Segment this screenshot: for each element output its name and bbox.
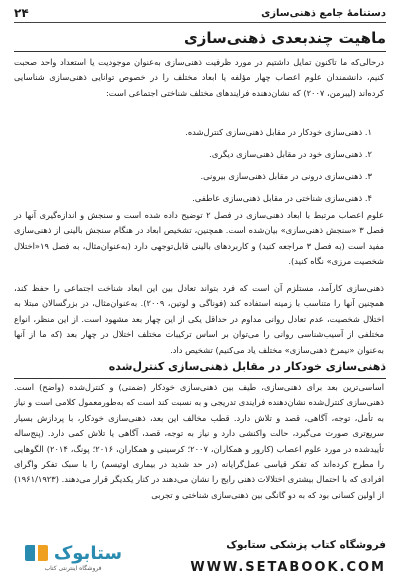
- list-item: ۲. ذهنی‌سازی خود در مقابل ذهنی‌سازی دیگری.: [209, 149, 372, 159]
- paragraph-automatic-controlled: اساسی‌ترین بعد برای ذهنی‌سازی، طیف بین ذهنی‌سازی خودکار (ضمنی) و کنترل‌شده (واضح) است. ذهنی‌سازی کنترل‌شده نشان‌دهنده فرایندی تدریجی و به نسبت کند است که به‌طورمعمول کلامی است و نیاز به تأمل، توجه، آگاهی، قصد و تلاش دارد. قطب مخالف این بعد، ذهنی‌سازی خودکار، با پردازش بسیار سریع‌تری صورت می‌گیرد، حالت واکنشی دارد و نیاز به توجه، قصد، آگاهی یا تلاش کمی دارد. (پنج‌ساله تأیید‌شده در مورد علوم اعصاب (کارور و همکاران، ۲۰۰۷؛ کرسینی و همکاران، ۲۰۱۶؛ پونگ، ۲۰۱۴) الگوهایی را مطرح کرده‌اند که تفکر قیاسی عمل‌گرایانه (در حد شدید در بیماری اوتیسم) را با سبک تفکر واگرای افرادی که با احتمال بیشتری اختلالات ذهنی رایج را نشان می‌دهند در کنار یکدیگر قرار می‌دهند. (۱۹۶۱/۱۹۲۳) از اولین کسانی بود که به دو گانگی بین ذهنی‌سازی شناختی و تجربی: [14, 382, 384, 500]
- logo-wordmark: ستابوک: [53, 542, 123, 564]
- list-item: ۱. ذهنی‌سازی خودکار در مقابل ذهنی‌سازی کنترل‌شده.: [185, 127, 372, 137]
- footer-banner: [0, 527, 400, 587]
- page-number: ۲۴: [14, 6, 29, 20]
- page-fade: [0, 515, 400, 527]
- paragraph-intro: درحالی‌که ما تاکنون تمایل داشتیم در مورد ظرفیت ذهنی‌سازی به‌عنوان موجودیت یا استعداد واحد صحبت کنیم، دانشمندان علوم اعصاب چهار مؤلفه یا ابعاد مختلف را در خصوص توانایی ذهنی‌سازی شناسایی کرده‌اند (لیبرمن، ۲۰۰۷) که نشان‌دهنده فرایندهای مختلف شناختی اجتماعی است:: [14, 57, 384, 98]
- logo-tagline: فروشگاه اینترنتی کتاب: [44, 565, 102, 572]
- book-logo-icon: [24, 542, 50, 564]
- setabook-logo: [14, 537, 132, 577]
- section-title: ماهیت چندبعدی ذهنی‌سازی: [14, 27, 386, 52]
- dimension-list: [40, 121, 372, 209]
- book-title: دستنامهٔ جامع ذهنی‌سازی: [261, 7, 386, 19]
- list-item: ۴. ذهنی‌سازی شناختی در مقابل ذهنی‌سازی عاطفی.: [192, 193, 372, 203]
- running-header: [14, 4, 386, 23]
- store-url[interactable]: WWW.SETABOOK.COM: [190, 560, 386, 575]
- store-name: فروشگاه کتاب پزشکی ستابوک: [226, 539, 386, 551]
- paragraph-neuroscience: علوم اعصاب مرتبط با ابعاد ذهنی‌سازی در فصل ۲ توضیح داده شده است و سنجش و اندازه‌گیری آنها در فصل ۳ «سنجش ذهنی‌سازی» بیان‌شده است. همچنین، تشخیص ابعاد در هنگام سنجش بالینی از ذهنی‌سازی مفید است (به فصل ۳ مراجعه کنید) و کاربردهای بالینی قابل‌توجهی دارد (به‌عنوان‌مثال، به فصل ۱۹«اختلال شخصیت مرزی» نگاه کنید).: [14, 210, 384, 267]
- paragraph-balance: ذهنی‌سازی کارآمد، مستلزم آن است که فرد بتواند تعادل بین این ابعاد شناخت اجتماعی را حفظ کند، همچنین آنها را متناسب با زمینه استفاده کند (فوناگی و لوتین، ۲۰۰۹). به‌عنوان‌مثال، در بزرگسالان مبتلا به اختلال شخصیت، عدم تعادل روانی مداوم در حداقل یکی از این چهار بعد مشهود است. از این منظر، انواع مختلفی از آسیب‌شناسی روانی را می‌توان بر اساس ترکیبات مختلف اختلال در چهار بعد (که ما از آنها به‌عنوان «نیمرخ ذهنی‌سازی» مختلف یاد می‌کنیم) تشخیص داد.: [14, 283, 384, 355]
- list-item: ۳. ذهنی‌سازی درونی در مقابل ذهنی‌سازی بیرونی.: [200, 171, 372, 181]
- subsection-title: ذهنی‌سازی خودکار در مقابل ذهنی‌سازی کنترل‌شده: [14, 356, 386, 379]
